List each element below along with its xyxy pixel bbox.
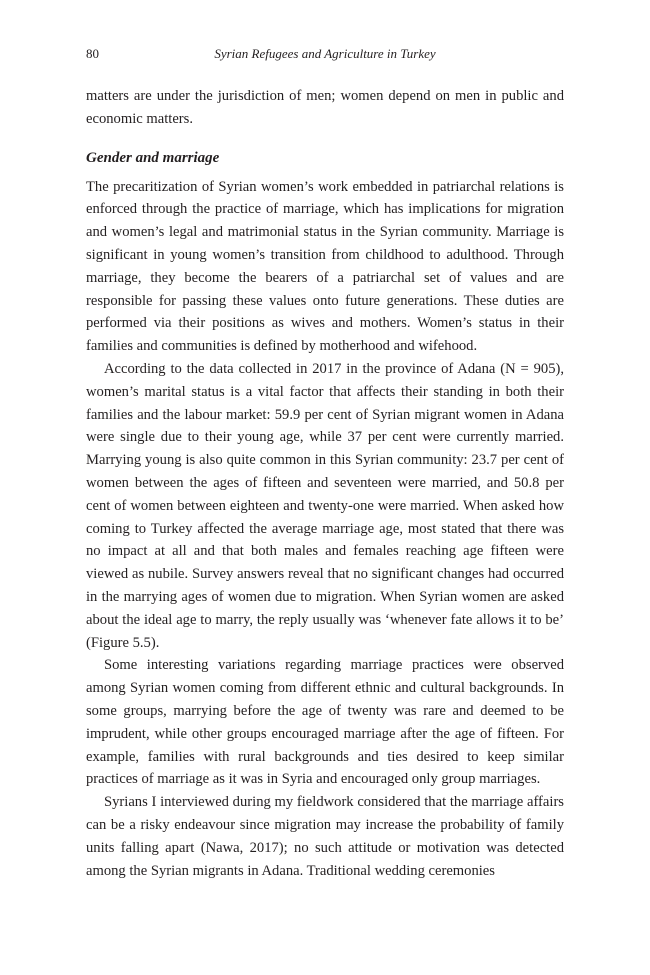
page-number: 80: [86, 46, 99, 61]
paragraph: Some interesting variations regarding marriage practices were observed among Syrian women coming from different ethnic and cultural backgrounds. In some groups, marrying before the age of twenty was rare and deemed to be imprudent, while other groups encouraged marriage after the age of fifteen. For example, families with rural backgrounds and ties desired to keep similar practices of marriage as it was in Syria and encouraged only group marriages.: [86, 657, 564, 788]
section-heading: Gender and marriage: [86, 149, 220, 166]
paragraph: Syrians I interviewed during my fieldwork considered that the marriage affairs can be a risky endeavour since migration may increase the probability of family units falling apart (Nawa, 2017); no such attitude or motivation was detected among the Syrian migrants in Adana. Traditional wedding ceremonies: [86, 794, 564, 879]
running-title: Syrian Refugees and Agriculture in Turkey: [214, 46, 436, 61]
paragraph: The precaritization of Syrian women’s work embedded in patriarchal relations is enforced through the practice of marriage, which has implications for migration and women’s legal and matrimonial status in the Syrian community. Marriage is significant in young women’s transition from childhood to adulthood. Through marriage, they become the bearers of a patriarchal set of values and are responsible for passing these values onto future generations. These duties are performed via their positions as wives and mothers. Women’s status in their families and communities is defined by motherhood and wifehood.: [86, 178, 564, 355]
running-header: [86, 46, 564, 66]
intro-paragraph: matters are under the jurisdiction of men; women depend on men in public and economic matters.: [86, 88, 564, 127]
paragraph: According to the data collected in 2017 in the province of Adana (N = 905), women’s marital status is a vital factor that affects their standing in both their families and the labour market: 59.9 per cent of Syrian migrant women in Adana were single due to their young age, while 37 per cent were currently married. Marrying young is also quite common in this Syrian community: 23.7 per cent of women between the ages of fifteen and seventeen were married, and 50.8 per cent of women between eighteen and twenty-one were married. When asked how coming to Turkey affected the average marriage age, most stated that there was no impact at all and that both males and females reaching age fifteen were viewed as nubile. Survey answers reveal that no significant changes had occurred in the marrying ages of women due to migration. When Syrian women are asked about the ideal age to marry, the reply usually was ‘whenever fate allows it to be’ (Figure 5.5).: [86, 360, 564, 651]
body-text: [86, 85, 564, 882]
